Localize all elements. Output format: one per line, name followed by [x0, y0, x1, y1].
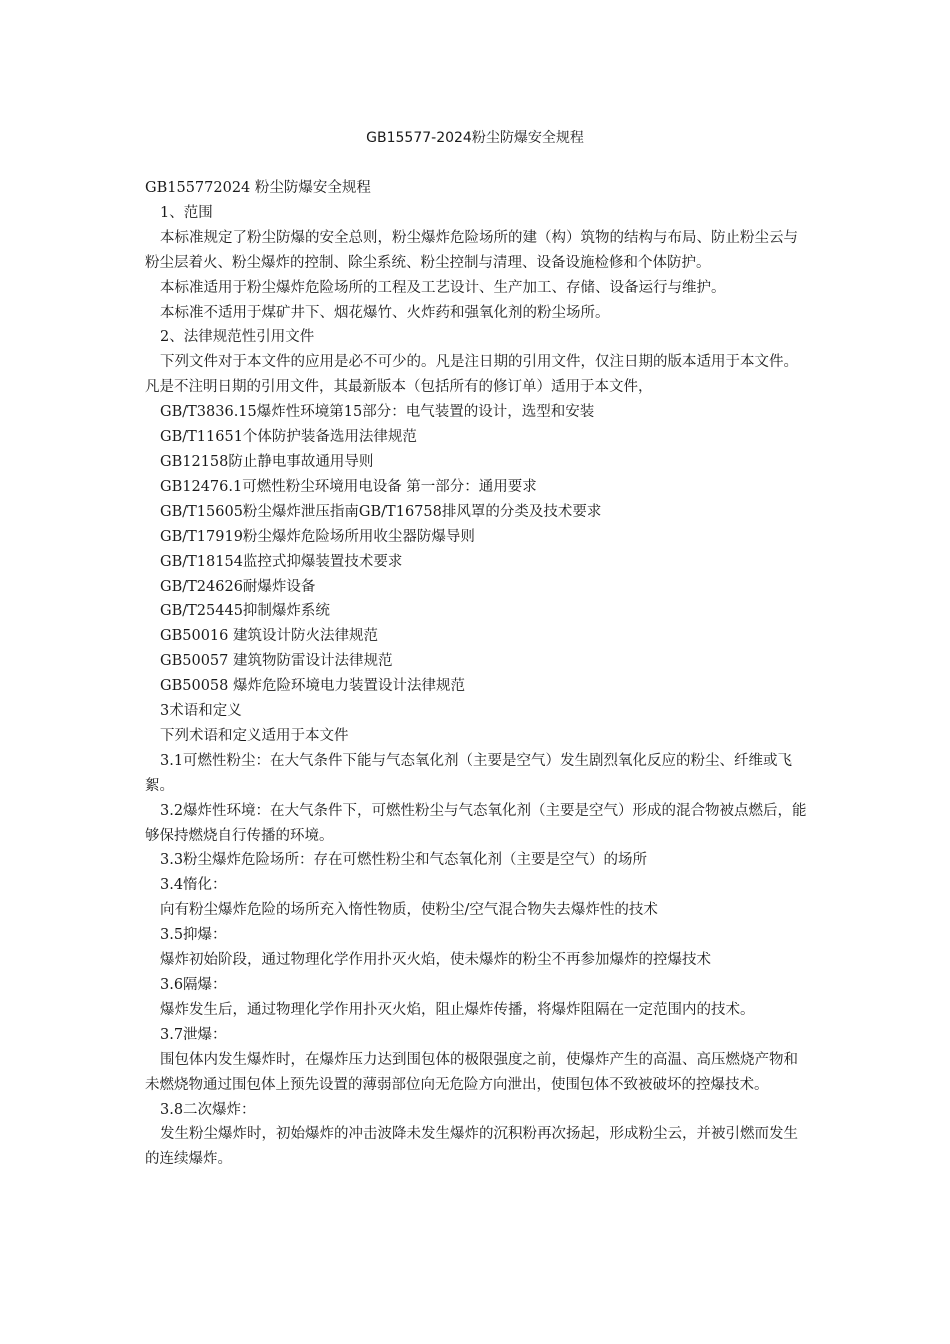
body-paragraph: 爆炸初始阶段，通过物理化学作用扑灭火焰，使未爆炸的粉尘不再参加爆炸的控爆技术 — [160, 952, 711, 969]
body-paragraph: 围包体内发生爆炸时，在爆炸压力达到围包体的极限强度之前，使爆炸产生的高温、高压燃烧产物和未燃烧物通过围包体上预先设置的薄弱部位向无危险方向泄出，使围包体不致被破坏的控爆技术。 — [145, 1051, 798, 1093]
body-paragraph: 3.1可燃性粉尘：在大气条件下能与气态氧化剂（主要是空气）发生剧烈氧化反应的粉尘、纤维或飞絮。 — [145, 752, 793, 794]
body-paragraph: 3.2爆炸性环境：在大气条件下，可燃性粉尘与气态氧化剂（主要是空气）形成的混合物被点燃后，能够保持燃烧自行传播的环境。 — [145, 802, 807, 844]
body-paragraph: 3.3粉尘爆炸危险场所：存在可燃性粉尘和气态氧化剂（主要是空气）的场所 — [160, 852, 648, 869]
body-paragraph: 3.8二次爆炸： — [160, 1101, 256, 1118]
body-paragraph: GB/T3836.15爆炸性环境第15部分：电气装置的设计，选型和安装 — [160, 404, 595, 421]
body-paragraph: GB50057 建筑物防雷设计法律规范 — [160, 653, 393, 670]
body-paragraph: GB50016 建筑设计防火法律规范 — [160, 628, 378, 645]
document-title: GB15577-2024粉尘防爆安全规程 — [366, 130, 584, 146]
body-paragraph: 下列术语和定义适用于本文件 — [160, 727, 349, 744]
body-paragraph: 向有粉尘爆炸危险的场所充入惰性物质，使粉尘/空气混合物失去爆炸性的技术 — [160, 902, 658, 919]
body-paragraph: GB12158防止静电事故通用导则 — [160, 453, 374, 470]
body-paragraph: GB50058 爆炸危险环境电力装置设计法律规范 — [160, 678, 465, 695]
body-paragraph: 爆炸发生后，通过物理化学作用扑灭火焰，阻止爆炸传播，将爆炸阻隔在一定范围内的技术。 — [160, 1001, 755, 1018]
body-paragraph: 3.7泄爆： — [160, 1026, 227, 1043]
body-paragraph: 3.4惰化： — [160, 877, 227, 894]
body-paragraph: GB/T17919粉尘爆炸危险场所用收尘器防爆导则 — [160, 528, 475, 545]
body-paragraph: 本标准规定了粉尘防爆的安全总则，粉尘爆炸危险场所的建（构）筑物的结构与布局、防止粉尘云与粉尘层着火、粉尘爆炸的控制、除尘系统、粉尘控制与清理、设备设施检修和个体防护。 — [145, 229, 798, 271]
body-paragraph: 2、法律规范性引用文件 — [160, 329, 315, 346]
body-paragraph: GB/T11651个体防护装备选用法律规范 — [160, 429, 417, 446]
body-paragraph: GB/T24626耐爆炸设备 — [160, 578, 316, 595]
body-paragraph: 3.6隔爆： — [160, 977, 227, 993]
body-paragraph: GB/T15605粉尘爆炸泄压指南GB/T16758排风罩的分类及技术要求 — [160, 503, 602, 520]
body-paragraph: 本标准不适用于煤矿井下、烟花爆竹、火炸药和强氧化剂的粉尘场所。 — [160, 304, 610, 321]
document-heading: GB155772024 粉尘防爆安全规程 — [145, 180, 371, 196]
document-body — [145, 176, 809, 1172]
body-paragraph: 3.5抑爆： — [160, 927, 227, 944]
body-paragraph: 下列文件对于本文件的应用是必不可少的。凡是注日期的引用文件，仅注日期的版本适用于本文件。凡是不注明日期的引用文件，其最新版本（包括所有的修订单）适用于本文件， — [145, 354, 798, 396]
body-paragraph: GB/T25445抑制爆炸系统 — [160, 603, 330, 620]
body-paragraph: GB12476.1可燃性粉尘环境用电设备 第一部分：通用要求 — [160, 478, 537, 495]
body-paragraph: 3术语和定义 — [160, 703, 242, 720]
body-paragraph: 1、范围 — [160, 204, 213, 221]
body-paragraph: GB/T18154监控式抑爆装置技术要求 — [160, 553, 403, 570]
body-paragraph: 本标准适用于粉尘爆炸危险场所的工程及工艺设计、生产加工、存储、设备运行与维护。 — [160, 279, 726, 296]
body-paragraph: 发生粉尘爆炸时，初始爆炸的冲击波降未发生爆炸的沉积粉再次扬起，形成粉尘云，并被引燃而发生的连续爆炸。 — [145, 1126, 798, 1168]
